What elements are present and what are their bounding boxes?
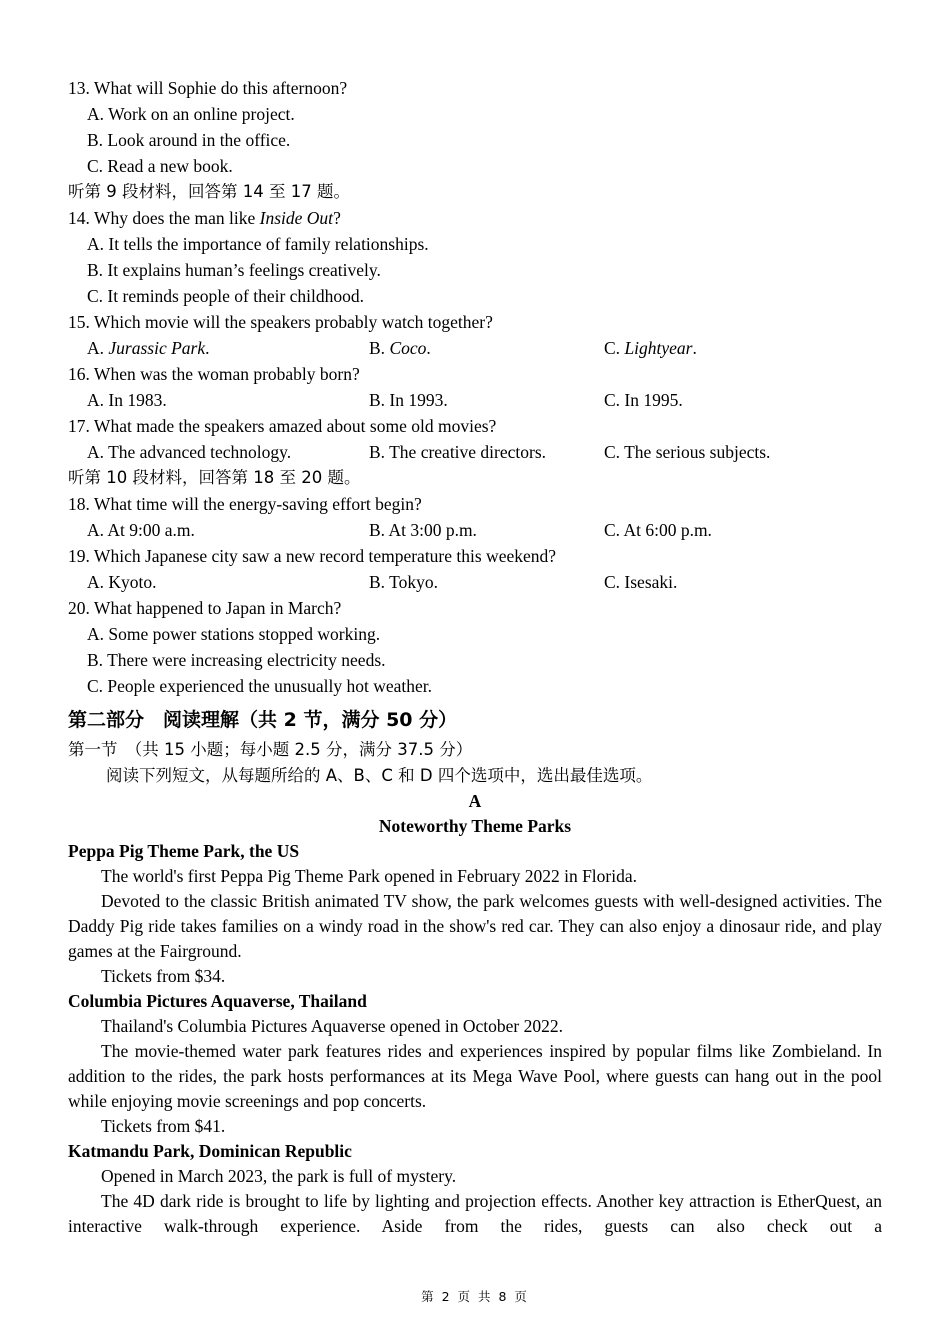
park-1-name: Peppa Pig Theme Park, the US: [68, 841, 300, 861]
instruction: 阅读下列短文，从每题所给的 A、B、C 和 D 四个选项中，选出最佳选项。: [106, 766, 653, 785]
q19-option-c: C. Isesaki.: [604, 572, 678, 592]
park-3-name: Katmandu Park, Dominican Republic: [68, 1141, 352, 1161]
part-title: 第二部分 阅读理解（共 2 节，满分 50 分）: [68, 709, 458, 731]
q16-options: [68, 387, 882, 413]
q17-option-c: C. The serious subjects.: [604, 442, 771, 462]
q19-option-a: A. Kyoto.: [87, 572, 157, 592]
section-title: 第一节 （共 15 小题；每小题 2.5 分，满分 37.5 分）: [68, 740, 473, 759]
section-intro-10: 听第 10 段材料，回答第 18 至 20 题。: [68, 468, 361, 487]
q15-option-a: A. Jurassic Park.: [87, 338, 210, 358]
q13-option-a: A. Work on an online project.: [87, 104, 295, 124]
q14-option-b: B. It explains human’s feelings creatively.: [87, 260, 381, 280]
park-2-p1: Thailand's Columbia Pictures Aquaverse opened in October 2022.: [101, 1016, 563, 1036]
question-16-stem: 16. When was the woman probably born?: [68, 364, 360, 384]
q17-option-a: A. The advanced technology.: [87, 442, 292, 462]
q13-option-b: B. Look around in the office.: [87, 130, 291, 150]
q15-option-b: B. Coco.: [369, 338, 431, 358]
park-2-name: Columbia Pictures Aquaverse, Thailand: [68, 991, 367, 1011]
question-15-stem: 15. Which movie will the speakers probably watch together?: [68, 312, 493, 332]
section-intro-9: 听第 9 段材料，回答第 14 至 17 题。: [68, 182, 350, 201]
question-14-stem: 14. Why does the man like Inside Out?: [68, 208, 341, 228]
q16-option-c: C. In 1995.: [604, 390, 683, 410]
q19-options: [68, 569, 882, 595]
page-footer: 第 2 页 共 8 页: [421, 1289, 529, 1304]
park-1-p2: Devoted to the classic British animated TV show, the park welcomes guests with well-designed activities. The Daddy Pig ride takes families on a windy road in the show's red car. They can also enjoy a dinosaur ride, and play games at the Fairground.: [68, 891, 882, 961]
q18-options: [68, 517, 882, 543]
question-19-stem: 19. Which Japanese city saw a new record temperature this weekend?: [68, 546, 557, 566]
q17-options: [68, 439, 882, 465]
q15-options: [68, 335, 882, 361]
q15-option-c: C. Lightyear.: [604, 338, 697, 358]
park-3-p2: The 4D dark ride is brought to life by lighting and projection effects. Another key attraction is EtherQuest, an interactive walk-through experience. Aside from the rides, guests can also check out a: [68, 1191, 882, 1236]
question-20-stem: 20. What happened to Japan in March?: [68, 598, 342, 618]
question-17-stem: 17. What made the speakers amazed about some old movies?: [68, 416, 497, 436]
park-3-p1: Opened in March 2023, the park is full of mystery.: [101, 1166, 457, 1186]
q19-option-b: B. Tokyo.: [369, 572, 438, 592]
q16-option-b: B. In 1993.: [369, 390, 448, 410]
q18-option-a: A. At 9:00 a.m.: [87, 520, 195, 540]
park-2-p2: The movie-themed water park features rides and experiences inspired by popular films like Zombieland. In addition to the rides, the park hosts performances at its Mega Wave Pool, where guests can hang out in the pool while enjoying movie screenings and pop concerts.: [68, 1041, 882, 1111]
passage-title: Noteworthy Theme Parks: [378, 816, 572, 836]
exam-page: [68, 75, 882, 1239]
passage-letter: A: [468, 791, 482, 811]
park-2-tickets: Tickets from $41.: [101, 1116, 226, 1136]
q18-option-b: B. At 3:00 p.m.: [369, 520, 477, 540]
question-13-stem: 13. What will Sophie do this afternoon?: [68, 78, 348, 98]
q18-option-c: C. At 6:00 p.m.: [604, 520, 712, 540]
park-1-p1: The world's first Peppa Pig Theme Park opened in February 2022 in Florida.: [101, 866, 638, 886]
park-1-tickets: Tickets from $34.: [101, 966, 226, 986]
q14-option-c: C. It reminds people of their childhood.: [87, 286, 365, 306]
q20-option-b: B. There were increasing electricity needs.: [87, 650, 386, 670]
q20-option-a: A. Some power stations stopped working.: [87, 624, 381, 644]
q14-option-a: A. It tells the importance of family relationships.: [87, 234, 429, 254]
q16-option-a: A. In 1983.: [87, 390, 167, 410]
q13-option-c: C. Read a new book.: [87, 156, 233, 176]
q20-option-c: C. People experienced the unusually hot weather.: [87, 676, 433, 696]
question-18-stem: 18. What time will the energy-saving effort begin?: [68, 494, 422, 514]
q17-option-b: B. The creative directors.: [369, 442, 547, 462]
